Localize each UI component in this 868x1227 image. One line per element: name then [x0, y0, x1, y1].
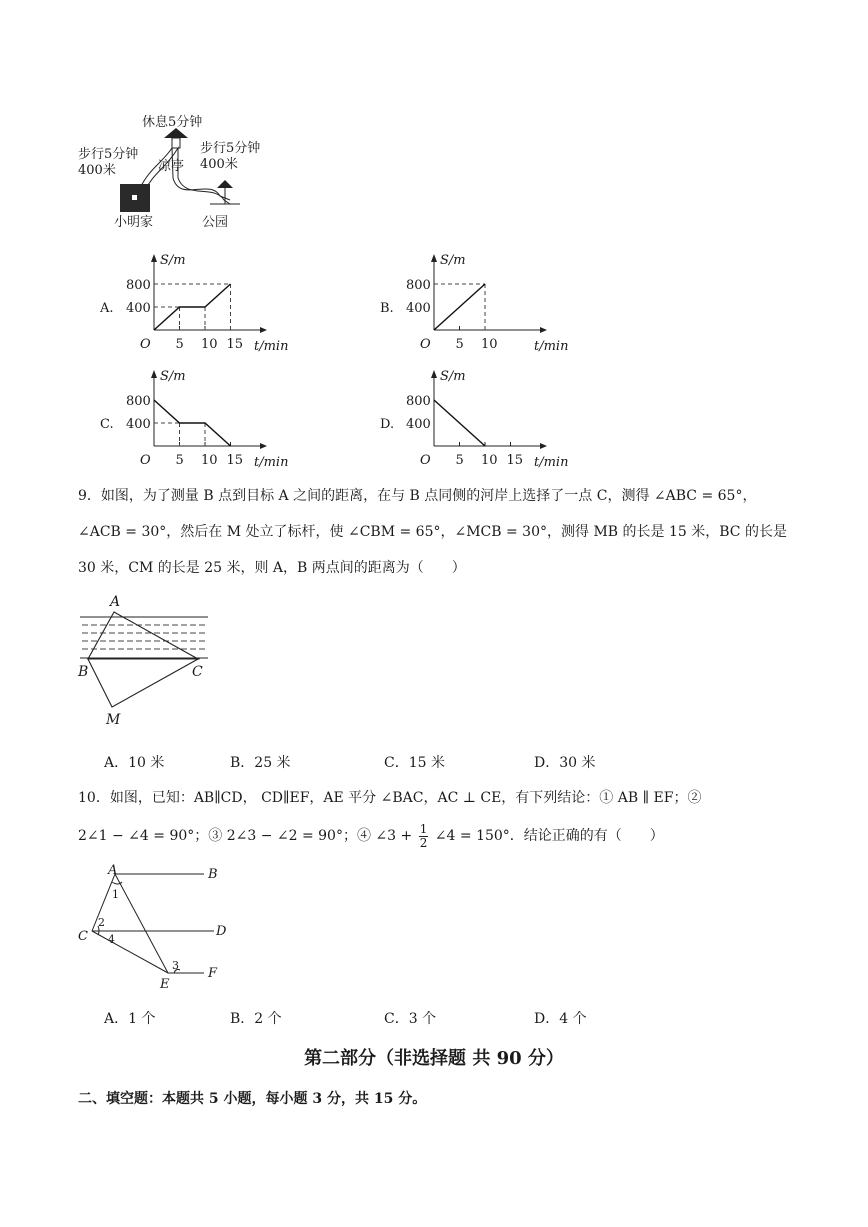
series-line	[154, 400, 231, 446]
y-tick-label: 400	[126, 301, 151, 316]
fill-in-heading: 二、填空题：本题共 5 小题，每小题 3 分，共 15 分。	[78, 1091, 427, 1107]
option-letter: A.	[100, 301, 114, 316]
walk2-distance-label: 400米	[200, 157, 238, 172]
point-f-label: F	[208, 966, 218, 981]
q10-fraction	[419, 823, 429, 850]
y-tick-label: 800	[406, 394, 431, 409]
x-tick-label: 5	[455, 337, 464, 352]
walk1-distance-label: 400米	[78, 163, 116, 178]
x-axis-arrow	[540, 443, 547, 449]
y-tick-label: 400	[406, 301, 431, 316]
x-axis-arrow	[540, 327, 547, 333]
q9-option-c[interactable]: C．15 米	[384, 755, 445, 771]
q10-fraction-numerator: 1	[419, 821, 428, 836]
point-e-label: E	[160, 977, 170, 990]
q9-option-a[interactable]: A．10 米	[104, 755, 165, 771]
route-map-figure	[70, 108, 290, 233]
series-line	[434, 400, 485, 446]
pavilion-icon	[164, 128, 188, 148]
origin-label: O	[140, 453, 151, 468]
x-tick-label: 10	[481, 453, 498, 468]
y-axis-arrow	[151, 370, 157, 378]
point-a-label: A	[110, 594, 121, 610]
part2-title: 第二部分（非选择题 共 90 分）	[304, 1048, 564, 1069]
x-tick-label: 5	[455, 453, 464, 468]
y-axis-arrow	[431, 254, 437, 262]
series-line	[434, 284, 485, 330]
x-axis-label: t/min	[254, 339, 289, 354]
point-b-label: B	[78, 664, 89, 680]
x-axis-label: t/min	[254, 455, 289, 470]
y-axis-label: S/m	[160, 369, 186, 384]
x-axis-arrow	[260, 327, 267, 333]
x-tick-label: 15	[506, 453, 524, 468]
x-tick-label: 10	[201, 453, 218, 468]
graph-option-b[interactable]	[380, 250, 570, 355]
q9-option-d[interactable]: D．30 米	[534, 755, 596, 771]
origin-label: O	[420, 453, 431, 468]
graph-a-svg	[100, 250, 290, 355]
option-letter: D.	[380, 417, 395, 432]
x-tick-label: 5	[175, 337, 184, 352]
q10-option-d[interactable]: D．4 个	[534, 1011, 587, 1027]
park-icon	[210, 180, 240, 204]
graph-c-svg	[100, 366, 290, 471]
q9-option-b[interactable]: B．25 米	[230, 755, 291, 771]
point-c-label: C	[192, 664, 203, 680]
point-c-label: C	[78, 929, 88, 944]
option-letter: C.	[100, 417, 114, 432]
angle-1-label: 1	[112, 888, 119, 901]
y-tick-label: 400	[126, 417, 151, 432]
park-label: 公园	[202, 215, 229, 230]
q10-line-2	[78, 818, 664, 854]
q10-line-1: 10．如图，已知：AB∥CD， CD∥EF，AE 平分 ∠BAC，AC ⊥ CE，有下列结论：① AB ∥ EF；②	[78, 790, 702, 806]
y-tick-label: 800	[126, 394, 151, 409]
q9-line-1: 9．如图，为了测量 B 点到目标 A 之间的距离，在与 B 点同侧的河岸上选择了一点 C，测得 ∠ABC = 65°，	[78, 488, 757, 504]
x-tick-label: 15	[226, 453, 244, 468]
x-tick-label: 10	[481, 337, 498, 352]
q9-line-2: ∠ACB = 30°，然后在 M 处立了标杆，使 ∠CBM = 65°，∠MCB = 30°，测得 MB 的长是 15 米，BC 的长是	[78, 524, 787, 540]
x-tick-label: 10	[201, 337, 218, 352]
y-tick-label: 800	[406, 278, 431, 293]
y-axis-arrow	[151, 254, 157, 262]
y-axis-label: S/m	[440, 253, 466, 268]
x-axis-arrow	[260, 443, 267, 449]
graph-option-d[interactable]	[380, 366, 570, 471]
angle-2-label: 2	[98, 916, 105, 929]
rest-label: 休息5分钟	[142, 115, 203, 130]
x-axis-label: t/min	[534, 339, 569, 354]
x-axis-label: t/min	[534, 455, 569, 470]
q10-option-c[interactable]: C．3 个	[384, 1011, 437, 1027]
graph-option-c[interactable]	[100, 366, 290, 471]
graph-d-svg	[380, 366, 570, 471]
x-tick-label: 5	[175, 453, 184, 468]
angle-3-label: 3	[172, 959, 179, 972]
q10-option-a[interactable]: A．1 个	[104, 1011, 156, 1027]
point-a-label: A	[108, 863, 118, 878]
q10-parallel-lines-figure	[74, 860, 234, 990]
y-axis-label: S/m	[160, 253, 186, 268]
q10-line-2-end: ∠4 = 150°．结论正确的有（ ）	[434, 828, 664, 844]
home-label: 小明家	[114, 215, 154, 230]
graph-b-svg	[380, 250, 570, 355]
y-tick-label: 800	[126, 278, 151, 293]
q10-option-b[interactable]: B．2 个	[230, 1011, 282, 1027]
y-axis-label: S/m	[440, 369, 466, 384]
point-d-label: D	[216, 924, 227, 939]
walk2-time-label: 步行5分钟	[200, 141, 261, 156]
angle-4-label: 4	[108, 933, 115, 946]
walk1-time-label: 步行5分钟	[78, 147, 139, 162]
q9-line-3: 30 米，CM 的长是 25 米，则 A，B 两点间的距离为（ ）	[78, 560, 466, 576]
option-letter: B.	[380, 301, 394, 316]
pavilion-label: 凉亭	[158, 159, 185, 174]
graph-option-a[interactable]	[100, 250, 290, 355]
origin-label: O	[140, 337, 151, 352]
point-b-label: B	[208, 867, 218, 882]
origin-label: O	[420, 337, 431, 352]
point-m-label: M	[106, 712, 121, 728]
house-icon	[120, 184, 150, 212]
q9-river-figure	[74, 592, 224, 732]
y-axis-arrow	[431, 370, 437, 378]
q10-line-2-start: 2∠1 − ∠4 = 90°；③ 2∠3 − ∠2 = 90°；④ ∠3 +	[78, 828, 413, 844]
series-line	[154, 284, 231, 330]
q10-fraction-denominator: 2	[419, 835, 428, 850]
y-tick-label: 400	[406, 417, 431, 432]
x-tick-label: 15	[226, 337, 244, 352]
